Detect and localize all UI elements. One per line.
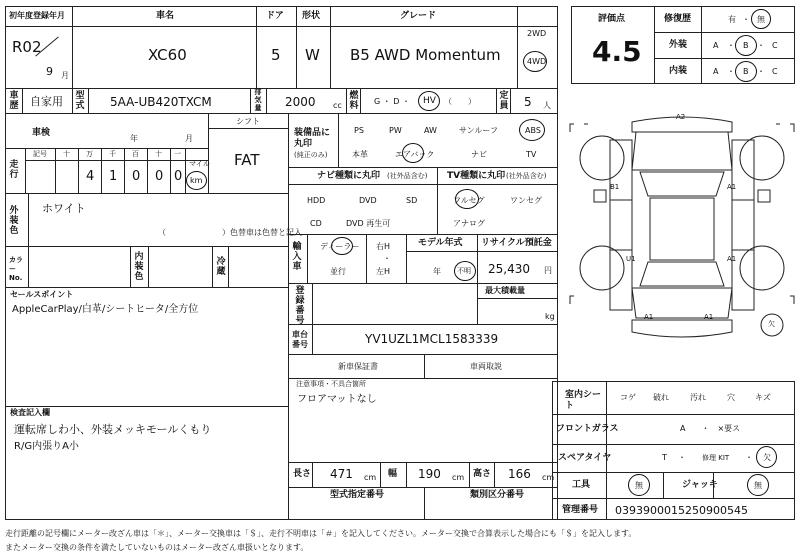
spare-kit: 修理 KIT (702, 454, 730, 462)
import-parallel: 並行 (330, 267, 346, 276)
inspector-line2: R/G内張りA小 (14, 441, 79, 452)
interior-color-label: 内装色 (134, 252, 144, 282)
fuel-hv: HV (423, 96, 436, 106)
windshield-label: フロントガラス (556, 424, 619, 434)
import-dealer: ディーラー (320, 242, 360, 251)
digit-header-0: 十 (63, 150, 70, 158)
month-unit: 月 (61, 71, 69, 80)
recycle-label: リサイクル預託金 (481, 238, 552, 248)
class-label: 類別区分番号 (470, 490, 525, 500)
car-name-label: 車名 (156, 11, 175, 21)
yen-unit: 円 (544, 266, 552, 275)
notes-text: フロアマットなし (297, 394, 377, 405)
repair-dot: ・ (742, 15, 750, 24)
int-b: B (743, 67, 749, 76)
warranty-label: 新車保証書 (338, 362, 378, 371)
import-right-h: 右H (376, 242, 391, 251)
equip-airbag: エアバック (395, 150, 435, 159)
car-diagram (566, 110, 798, 370)
notes-label: 注意事項・不具合箇所 (296, 380, 366, 388)
drive-2wd: 2WD (527, 29, 547, 38)
km-label: km (190, 176, 203, 185)
height-label: 高さ (473, 469, 492, 479)
ext-b: B (743, 41, 749, 50)
shaken-label: 車検 (32, 128, 51, 138)
equip-sunroof: サンルーフ (459, 126, 498, 135)
doors: 5 (271, 46, 281, 64)
diag-label-u1: U1 (626, 255, 636, 263)
color-label: 外装色 (9, 206, 19, 236)
first-reg-month: 9 (46, 65, 53, 78)
cc-unit: cc (333, 101, 342, 110)
type-cert-label: 型式指定番号 (330, 490, 385, 500)
usage-value: 自家用 (30, 95, 63, 108)
height-value: 166 (508, 467, 531, 481)
navi-hdd: HDD (307, 196, 326, 205)
interior-label: 内装 (669, 66, 688, 76)
first-reg-year: R02 (12, 38, 42, 56)
navi-dvd: DVD (359, 196, 377, 205)
mileage-digit-1: 4 (86, 169, 95, 184)
ext-dot1: ・ (727, 41, 735, 50)
height-cm: cm (542, 473, 555, 482)
displacement-label: 排気量 (254, 88, 262, 112)
length-value: 471 (330, 467, 353, 481)
ext-c: C (772, 41, 778, 50)
digit-header-2: 千 (109, 150, 116, 158)
digit-header-1: 万 (86, 150, 93, 158)
exterior-label: 外装 (669, 40, 688, 50)
abs-circle (519, 119, 545, 141)
navi-label: ナビ種類に丸印 (317, 171, 381, 181)
import-label: 輸入車 (292, 242, 302, 272)
sales-point-label: セールスポイント (10, 290, 74, 299)
usage-label: 車歴 (9, 91, 19, 111)
spare-label: スペアタイヤ (558, 453, 612, 463)
spare-missing: 欠 (763, 453, 771, 462)
equipment-sublabel: (純正のみ) (294, 151, 328, 159)
person-unit: 人 (543, 101, 551, 110)
sheet-scratch: キズ (755, 393, 771, 402)
fuel-hv-circle (418, 91, 440, 111)
length-cm: cm (364, 473, 377, 482)
spare-t: T (662, 453, 667, 462)
model-year-unknown: 不明 (457, 267, 471, 275)
repair-no: 無 (757, 15, 765, 24)
spare-dot2: ・ (745, 453, 753, 462)
equip-tv: TV (526, 150, 537, 159)
score-label: 評価点 (598, 14, 626, 24)
max-load-label: 最大積載量 (485, 286, 525, 295)
shift-value: FAT (234, 151, 260, 169)
shape-label: 形状 (302, 11, 321, 21)
mileage-digit-5: 0 (174, 169, 183, 184)
digit-header-4: 十 (155, 150, 162, 158)
diag-label-missing: 欠 (768, 320, 775, 328)
sales-point-text: AppleCarPlay/白革/シートヒータ/全方位 (12, 304, 199, 315)
equip-abs: ABS (525, 126, 541, 135)
grade-label: グレード (400, 11, 437, 21)
grade: B5 AWD Momentum (350, 46, 501, 64)
sheet-tear: 破れ (653, 393, 669, 402)
recycle-value: 25,430 (488, 262, 530, 276)
shape: W (305, 46, 320, 64)
jack-label: ジャッキ (682, 480, 718, 490)
tool-label: 工具 (572, 480, 591, 490)
model-value: 5AA-UB420TXCM (110, 95, 212, 109)
ext-b-circle (735, 35, 757, 56)
sheet-dirt: 汚れ (690, 393, 706, 402)
mgmt-label: 管理番号 (562, 505, 599, 515)
import-dot: ・ (383, 254, 391, 263)
score-value: 4.5 (592, 35, 642, 68)
car-name: XC60 (148, 46, 187, 64)
main-form (5, 6, 558, 520)
tv-label: TV種類に丸印 (447, 171, 506, 181)
model-year-unit: 年 (433, 267, 441, 276)
navi-dvd-play: DVD 再生可 (346, 219, 391, 228)
capacity-label: 定員 (499, 91, 509, 111)
footer-line2: またメーター交換の条件を満たしていないものはメーター改ざん車扱いとなります。 (5, 543, 309, 552)
diag-label-a1-right: A1 (727, 183, 737, 191)
digit-header-3: 百 (132, 150, 139, 158)
unknown-circle (454, 261, 476, 281)
tool-value: 無 (635, 481, 643, 490)
kg-unit: kg (545, 312, 555, 321)
width-cm: cm (452, 473, 465, 482)
tv-analog: アナログ (453, 219, 485, 228)
shaken-month-unit: 月 (185, 134, 193, 143)
jack-circle (747, 474, 769, 496)
int-a: A (713, 67, 719, 76)
mileage-label: 走行 (9, 160, 19, 180)
tv-fullseg: フルセグ (453, 196, 485, 205)
digit-header-5: 一 (174, 150, 181, 158)
color-no-label: カラーNo. (9, 256, 23, 282)
diag-label-a1-bl: A1 (644, 313, 654, 321)
chassis-label: 車台番号 (292, 330, 308, 349)
car-outline (566, 110, 798, 370)
equip-aw: AW (424, 126, 437, 135)
model-label: 型式 (75, 91, 85, 111)
navi-cd: CD (310, 219, 322, 228)
width-label: 幅 (388, 469, 398, 479)
displacement-value: 2000 (285, 95, 316, 109)
sheet-hole: 穴 (727, 393, 735, 402)
registration-label: 登録番号 (295, 286, 305, 326)
int-dot1: ・ (727, 67, 735, 76)
fuel-options: G ・ D ・ (374, 97, 410, 106)
inspector-label: 検査記入欄 (10, 408, 50, 417)
mgmt-value: 0393900015250900545 (615, 504, 748, 517)
spare-dot1: ・ (678, 453, 686, 462)
footer-line1: 走行距離の記号欄にメーター改ざん車は「＊」、メーター交換車は「＄」、走行不明車は「＃」を記入してください。メーター交換で合算表示した場合にも「＄」を記入します。 (5, 529, 637, 538)
length-label: 長さ (293, 469, 312, 479)
diag-label-a2: A2 (676, 113, 686, 121)
repair-no-circle (751, 9, 771, 29)
equip-leather: 本革 (352, 150, 368, 159)
tv-sub: (社外品含む) (506, 172, 547, 180)
spare-missing-circle (756, 446, 777, 468)
windshield-value: A ・ ×要ス (680, 424, 741, 433)
model-year-label: モデル年式 (418, 238, 463, 248)
int-b-circle (735, 61, 757, 82)
inspector-line1: 運転席しわ小、外装メッキモールくもり (14, 423, 212, 436)
import-left-h: 左H (376, 267, 391, 276)
diag-label-a1-br: A1 (704, 313, 714, 321)
diag-label-a1-right2: A1 (727, 255, 737, 263)
width-value: 190 (418, 467, 441, 481)
jack-value: 無 (754, 481, 762, 490)
repair-yes: 有 (728, 15, 736, 24)
color-value: ホワイト (42, 202, 86, 215)
airbag-circle (402, 143, 424, 163)
equip-navi: ナビ (471, 150, 487, 159)
door-label: ドア (266, 11, 284, 21)
repair-label: 修復歴 (664, 14, 692, 24)
dealer-circle (331, 237, 353, 255)
mileage-digit-3: 0 (132, 169, 141, 184)
equip-ps: PS (354, 126, 364, 135)
fuel-label: 燃料 (349, 91, 359, 111)
mileage-digit-2: 1 (109, 169, 118, 184)
tool-circle (628, 474, 650, 496)
tv-oneseg: ワンセグ (510, 196, 542, 205)
sheet-burn: コゲ (620, 393, 636, 402)
equipment-label: 装備品に丸印 (294, 128, 331, 149)
km-circle (186, 171, 207, 190)
int-c: C (772, 67, 778, 76)
navi-sub: (社外品含む) (387, 172, 428, 180)
ext-a: A (713, 41, 719, 50)
capacity-value: 5 (524, 95, 532, 109)
manual-label: 車両取説 (470, 362, 502, 371)
mileage-digit-4: 0 (155, 169, 164, 184)
fuel-paren: （ ） (444, 97, 476, 106)
navi-sd: SD (406, 196, 418, 205)
chassis-value: YV1UZL1MCL1583339 (365, 332, 499, 346)
mileage-symbol-label: 記号 (33, 150, 47, 158)
reizo-label: 冷蔵 (216, 257, 226, 277)
shift-label: シフト (236, 117, 260, 126)
shaken-year-unit: 年 (130, 134, 138, 143)
ext-dot2: ・ (757, 41, 765, 50)
int-dot2: ・ (757, 67, 765, 76)
drive-4wd-circle (523, 51, 547, 72)
fullseg-circle (455, 189, 479, 209)
diag-label-b1: B1 (610, 183, 620, 191)
drive-4wd: 4WD (527, 57, 547, 66)
interior-sheet-label: 室内シート (565, 390, 602, 411)
first-reg-label: 初年度登録年月 (9, 11, 65, 20)
equip-pw: PW (389, 126, 402, 135)
mile-label: マイル (189, 160, 210, 168)
color-note: （ ）色替車は色替と記入 (158, 228, 302, 237)
